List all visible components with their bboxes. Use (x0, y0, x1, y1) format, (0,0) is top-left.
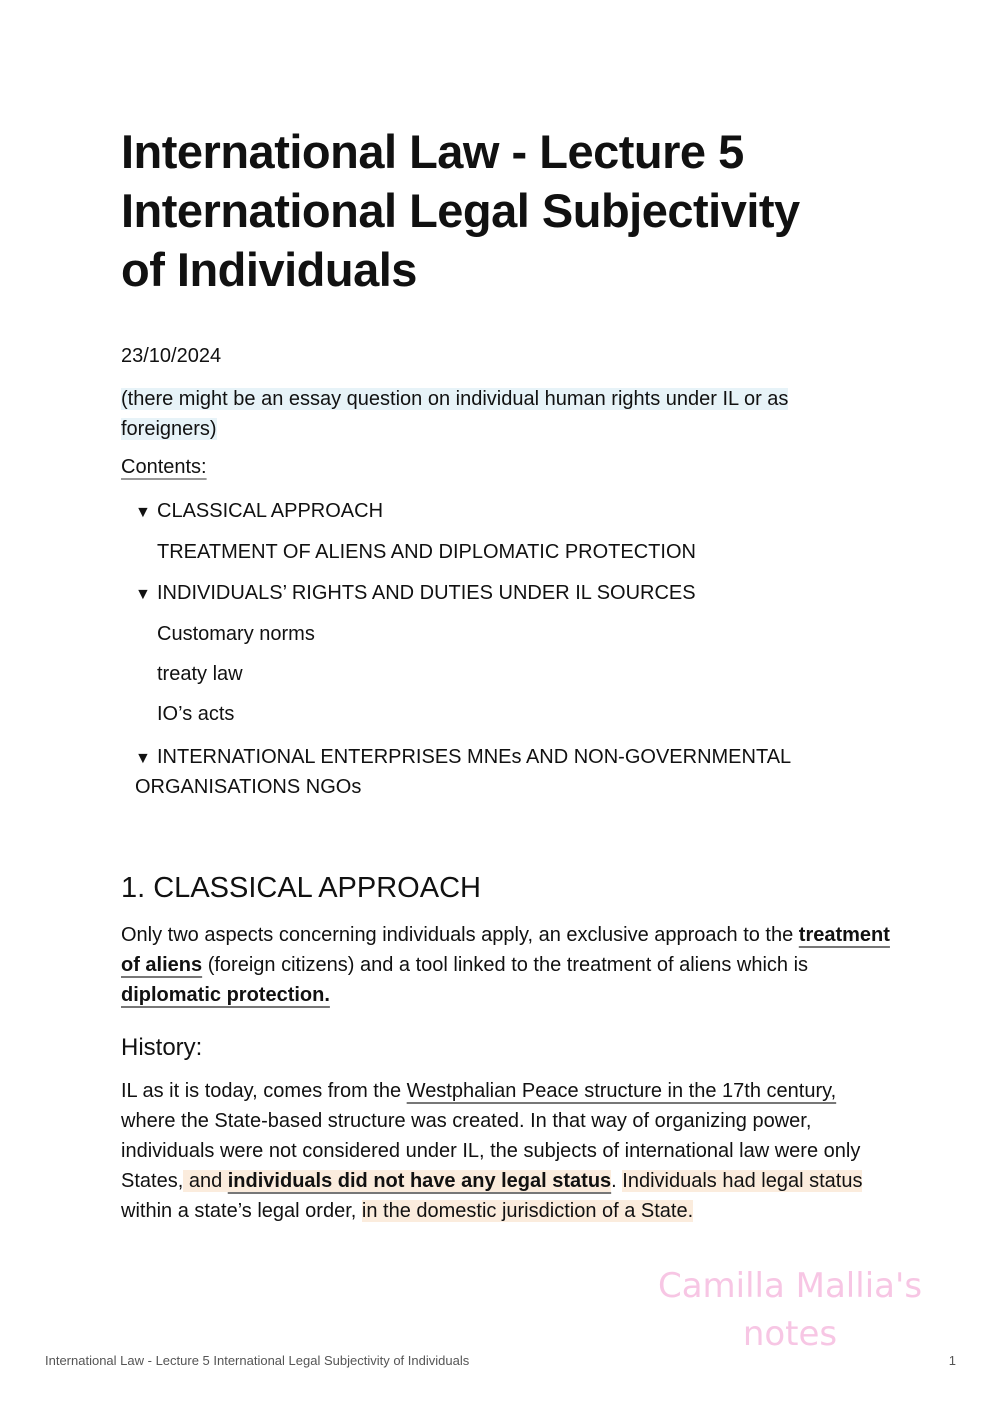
toc-toggle-classical-approach[interactable] (135, 496, 383, 528)
paragraph-history (121, 1076, 891, 1226)
highlight-domestic-jurisdiction: in the domestic jurisdiction of a State. (361, 1200, 694, 1222)
toc-toggle-enterprises-ngos[interactable] (135, 742, 791, 774)
toggle-arrow-icon[interactable]: ▼ (135, 504, 151, 521)
toc-item-label: INDIVIDUALS’ RIGHTS AND DUTIES UNDER IL SOURCES (157, 582, 696, 604)
bold-term-treatment-of-aliens: treatment of aliens (121, 924, 890, 976)
toc-link-io-acts[interactable]: IO’s acts (157, 703, 235, 725)
lecture-date: 23/10/2024 (121, 345, 222, 367)
text-run: where the State-based structure was created. In that way of organizing power, individuals were not considered under IL, the subjects of international law were only States, (121, 1110, 861, 1192)
toc-item-label-continued: ORGANISATIONS NGOs (135, 776, 362, 798)
page-number: 1 (948, 1353, 956, 1368)
toc-toggle-individuals-rights[interactable] (135, 578, 696, 610)
watermark-line-1: Camilla Mallia's (657, 1266, 923, 1306)
document-title (121, 122, 921, 299)
highlight-individuals-legal-status: Individuals had legal status (622, 1170, 863, 1192)
text-run: IL as it is today, comes from the (121, 1080, 407, 1102)
essay-note-highlight: (there might be an essay question on individual human rights under IL or as foreigners) (121, 388, 789, 440)
toggle-arrow-icon[interactable]: ▼ (135, 586, 151, 603)
text-run: within a state’s legal order, (121, 1200, 362, 1222)
text-run: . (611, 1170, 623, 1192)
bold-term-diplomatic-protection: diplomatic protection. (121, 984, 330, 1006)
title-line-1: International Law - Lecture 5 (121, 125, 744, 178)
title-line-2: International Legal Subjectivity (121, 184, 800, 237)
text-run: (foreign citizens) and a tool linked to the treatment of aliens which is (202, 954, 809, 976)
highlight-text: and (183, 1170, 228, 1192)
text-run: Only two aspects concerning individuals apply, an exclusive approach to the (121, 924, 799, 946)
toc-link-treatment-of-aliens[interactable]: TREATMENT OF ALIENS AND DIPLOMATIC PROTECTION (157, 541, 696, 563)
toc-item-label: INTERNATIONAL ENTERPRISES MNEs AND NON-GOVERNMENTAL (157, 746, 792, 768)
toggle-arrow-icon[interactable]: ▼ (135, 750, 151, 767)
essay-note (121, 384, 881, 444)
toc-link-treaty-law[interactable]: treaty law (157, 663, 243, 685)
contents-label: Contents: (121, 456, 207, 478)
history-heading: History: (121, 1034, 203, 1061)
title-line-3: of Individuals (121, 243, 417, 296)
page-footer-title: International Law - Lecture 5 International Legal Subjectivity of Individuals (45, 1353, 470, 1368)
section-heading-classical-approach: 1. CLASSICAL APPROACH (121, 872, 481, 904)
author-watermark (640, 1262, 940, 1358)
underlined-westphalian-peace: Westphalian Peace structure in the 17th century, (406, 1080, 837, 1102)
watermark-line-2: notes (742, 1314, 838, 1354)
paragraph-two-aspects (121, 920, 891, 1010)
toc-link-customary-norms[interactable]: Customary norms (157, 623, 315, 645)
toc-item-label: CLASSICAL APPROACH (157, 500, 384, 522)
highlight-bold-no-legal-status: individuals did not have any legal status (227, 1170, 612, 1192)
